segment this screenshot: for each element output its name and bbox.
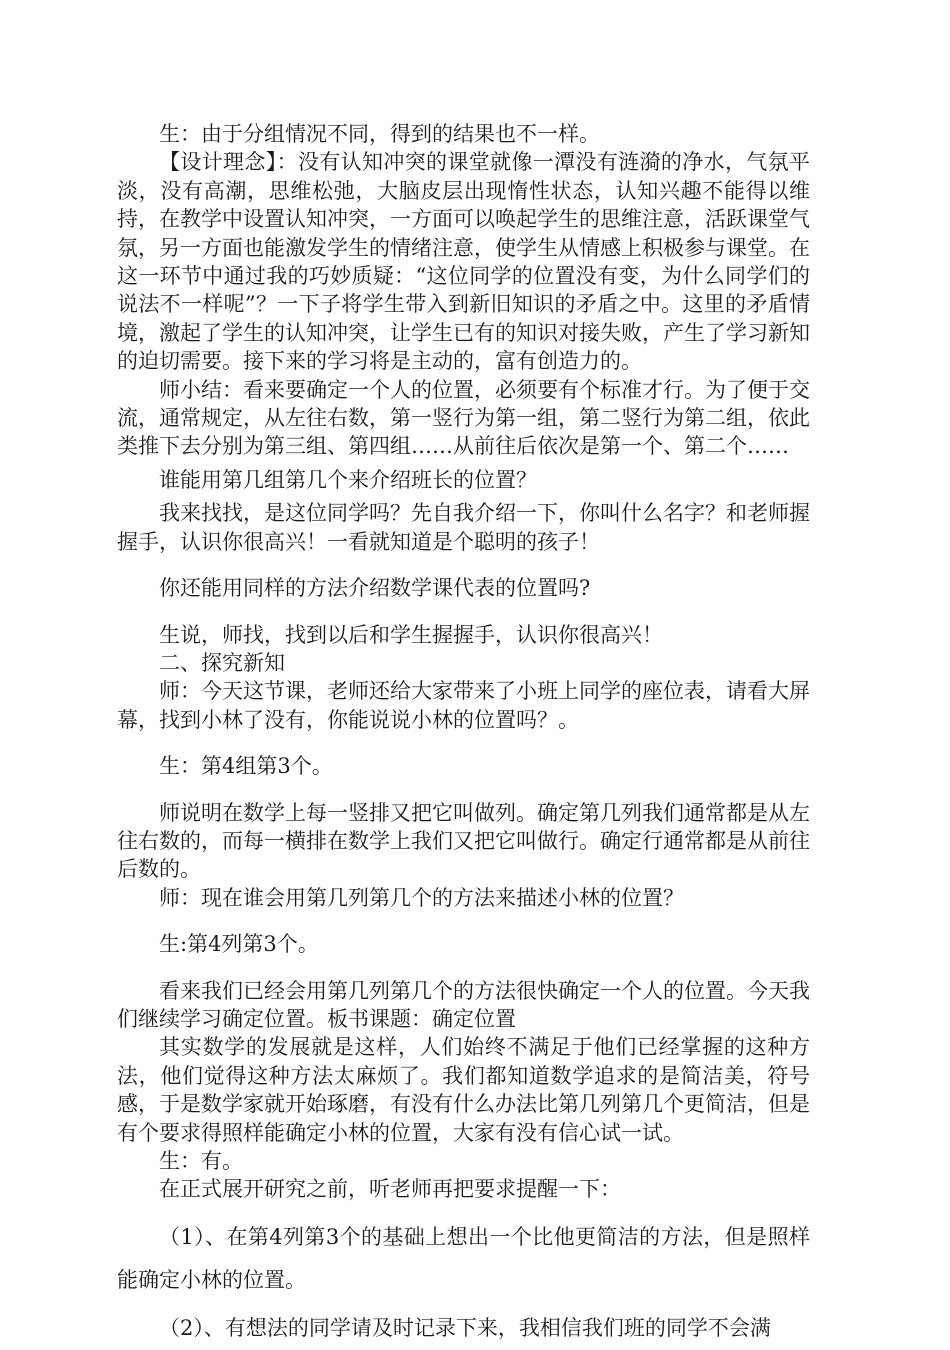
paragraph-answer-group: 生：第4组第3个。 [159,754,333,779]
paragraph-student-says-teacher-finds: 生说，师找，找到以后和学生握握手，认识你很高兴！ [159,622,663,647]
paragraph-topic-intro: 看来我们已经会用第几列第几个的方法很快确定一个人的位置。今天我们继续学习确定位置。板书课题：确定位置 [117,978,810,1031]
paragraph-student-answer-grouping: 生：由于分组情况不同，得到的结果也不一样。 [159,122,600,146]
paragraph-requirements-intro: 在正式展开研究之前，听老师再把要求提醒一下： [159,1177,621,1202]
paragraph-math-development: 其实数学的发展就是这样，人们始终不满足于他们已经掌握的这种方法，他们觉得这种方法太麻烦了。我们都知道数学追求的是简洁美，符号感，于是数学家就开始琢磨，有没有什么办法比第几列第几个更简洁，但是有个要求得照样能确定小林的位置，大家有没有信心试一试。 [117,1035,810,1145]
paragraph-rows-columns: 师说明在数学上每一竖排又把它叫做列。确定第几列我们通常都是从左往右数的，而每一横排在数学上我们又把它叫做行。确定行通常都是从前往后数的。 [117,800,810,882]
paragraph-seating-chart: 师：今天这节课，老师还给大家带来了小班上同学的座位表，请看大屏幕，找到小林了没有，你能说说小林的位置吗？。 [117,679,810,732]
paragraph-student-yes: 生：有。 [159,1149,243,1173]
document-page [117,120,810,1350]
paragraph-design-concept: 【设计理念】：没有认知冲突的课堂就像一潭没有涟漪的净水，气氛平淡，没有高潮，思维松弛，大脑皮层出现惰性状态，认知兴趣不能得以维持，在教学中设置认知冲突，一方面可以唤起学生的思维注意，活跃课堂气氛，另一方面也能激发学生的情绪注意，使学生从情感上积极参与课堂。在这一环节中通过我的巧妙质疑：“这位同学的位置没有变，为什么同学们的说法不一样呢”？一下子将学生带入到新旧知识的矛盾之中。这里的矛盾情境，激起了学生的认知冲突，让学生已有的知识对接失败，产生了学习新知的迫切需要。接下来的学习将是主动的，富有创造力的。 [117,150,810,374]
section-heading-explore: 二、探究新知 [159,650,285,675]
paragraph-question-representative: 你还能用同样的方法介绍数学课代表的位置吗? [159,576,591,601]
paragraph-question-monitor: 谁能用第几组第几个来介绍班长的位置？ [159,467,537,492]
requirement-item-2: （2）、有想法的同学请及时记录下来，我相信我们班的同学不会满 [159,1315,771,1340]
requirement-item-1: （1）、在第4列第3个的基础上想出一个比他更简洁的方法，但是照样能确定小林的位置。 [117,1224,810,1292]
paragraph-teacher-summary: 师小结：看来要确定一个人的位置，必须要有个标准才行。为了便于交流，通常规定，从左往右数，第一竖行为第一组，第二竖行为第二组，依此类推下去分别为第三组、第四组……从前往后依次是第一个、第二个…… [117,377,810,459]
paragraph-answer-column: 生:第4列第3个。 [159,932,319,957]
paragraph-find-student: 我来找找，是这位同学吗？先自我介绍一下，你叫什么名字？和老师握握手，认识你很高兴！一看就知道是个聪明的孩子！ [117,501,810,554]
paragraph-question-columns: 师：现在谁会用第几列第几个的方法来描述小林的位置？ [159,885,684,910]
